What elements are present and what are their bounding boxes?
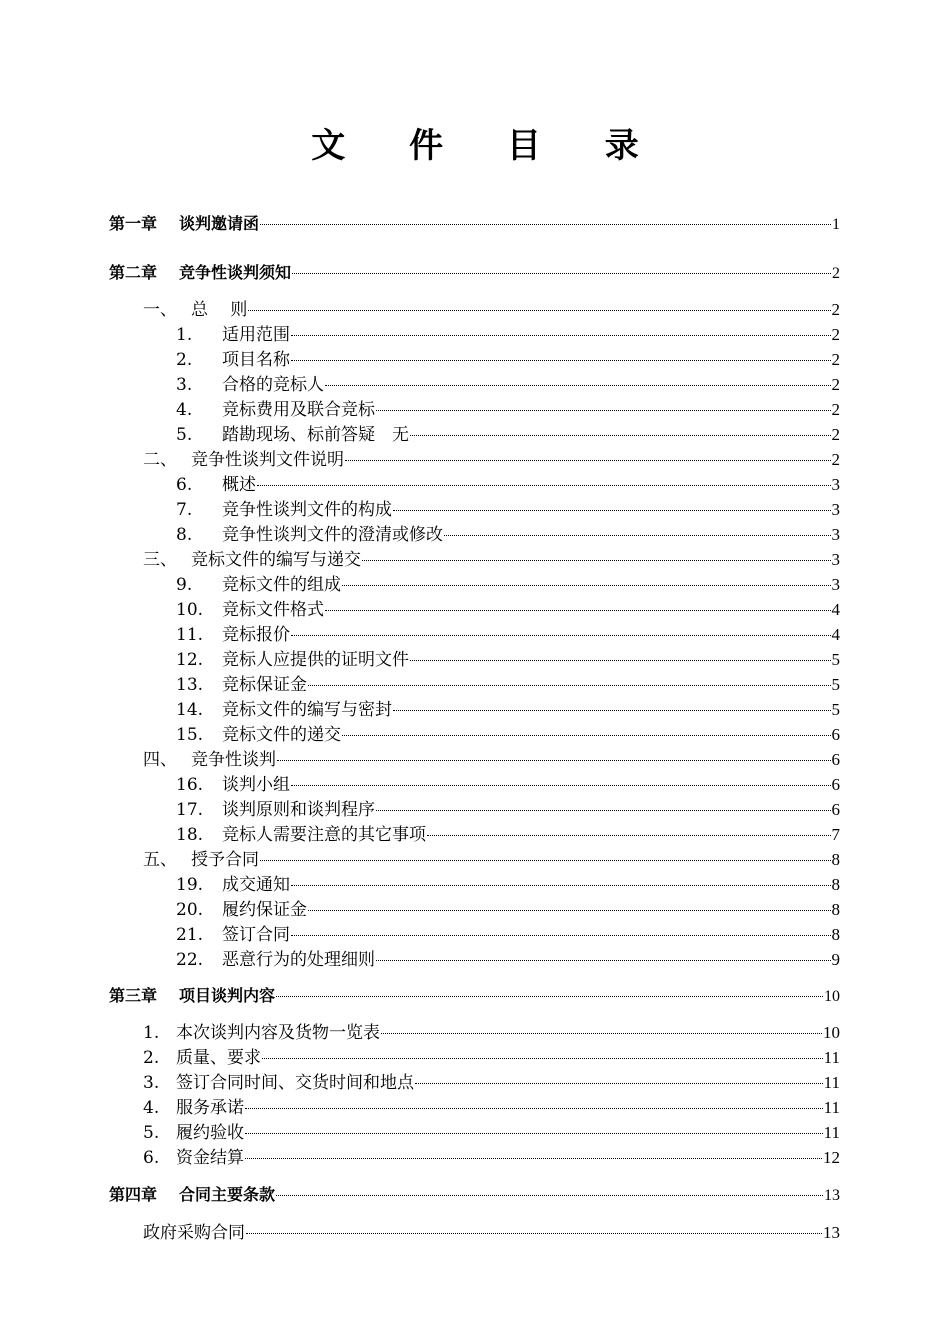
toc-entry-label: 竞标人应提供的证明文件 (222, 650, 409, 670)
toc-page-number: 8 (831, 900, 840, 919)
dot-leader (291, 634, 831, 636)
toc-page-number: 11 (823, 1123, 840, 1142)
toc-entry-number: 11. (176, 625, 204, 645)
toc-entry-number: 6. (143, 1148, 160, 1168)
toc-entry[interactable] (143, 299, 840, 321)
dot-leader (291, 884, 831, 886)
dot-leader (260, 223, 831, 225)
toc-entry-label: 竞标文件格式 (222, 600, 324, 620)
toc-entry[interactable] (176, 874, 840, 896)
toc-page-number: 3 (831, 550, 840, 569)
dot-leader (376, 959, 831, 961)
toc-page-number: 3 (831, 575, 840, 594)
toc-entry-label: 资金结算 (176, 1148, 244, 1168)
dot-leader (410, 659, 831, 661)
toc-entry-label: 竞争性谈判文件的澄清或修改 (222, 525, 443, 545)
toc-page-number: 3 (831, 525, 840, 544)
toc-entry[interactable] (143, 1097, 840, 1119)
toc-page-number: 2 (831, 375, 840, 394)
toc-page-number: 8 (831, 925, 840, 944)
toc-entry-number: 第一章 (109, 214, 158, 233)
toc-entry-label: 竞标人需要注意的其它事项 (222, 825, 426, 845)
toc-page-number: 13 (824, 1187, 840, 1204)
dot-leader (292, 272, 831, 274)
toc-entry-number: 一、 (143, 300, 177, 320)
toc-page-number: 6 (831, 775, 840, 794)
toc-entry-label: 适用范围 (222, 325, 290, 345)
dot-leader (277, 759, 831, 761)
toc-page-number: 8 (831, 850, 840, 869)
dot-leader (260, 859, 831, 861)
toc-entry-label: 竞争性谈判 (191, 750, 276, 770)
toc-entry[interactable] (176, 674, 840, 696)
toc-entry[interactable] (176, 624, 840, 646)
toc-entry-number: 13. (176, 675, 204, 695)
toc-entry-number: 6. (176, 475, 193, 495)
toc-entry-label: 服务承诺 (176, 1098, 244, 1118)
dot-leader (342, 734, 831, 736)
toc-entry-number: 17. (176, 800, 204, 820)
toc-entry-label: 竞标文件的递交 (222, 725, 341, 745)
toc-entry-number: 3. (176, 375, 193, 395)
toc-entry-label: 谈判原则和谈判程序 (222, 800, 375, 820)
toc-page-number: 11 (823, 1048, 840, 1067)
dot-leader (291, 784, 831, 786)
toc-entry-number: 18. (176, 825, 204, 845)
toc-entry-label: 竞标报价 (222, 625, 290, 645)
toc-page-number: 6 (831, 750, 840, 769)
toc-entry[interactable] (143, 1022, 840, 1044)
toc-page-number: 5 (831, 700, 840, 719)
toc-page-number: 8 (831, 875, 840, 894)
toc-entry-label: 竞标费用及联合竞标 (222, 400, 375, 420)
toc-page-number: 2 (831, 400, 840, 419)
toc-entry-label: 竞标文件的编写与密封 (222, 700, 392, 720)
toc-entry[interactable] (143, 1047, 840, 1069)
toc-entry-number: 16. (176, 775, 204, 795)
dot-leader (410, 434, 831, 436)
toc-entry-number: 1. (143, 1023, 160, 1043)
toc-entry[interactable] (143, 1122, 840, 1144)
toc-entry[interactable] (143, 1072, 840, 1094)
toc-entry[interactable] (143, 1147, 840, 1169)
toc-page-number: 1 (832, 216, 840, 233)
toc-entry-number: 5. (143, 1123, 160, 1143)
toc-entry[interactable] (143, 749, 840, 771)
toc-entry[interactable] (176, 499, 840, 521)
toc-chapter-entry[interactable] (109, 213, 840, 235)
dot-leader (381, 1032, 822, 1034)
toc-entry-label: 政府采购合同 (143, 1223, 245, 1243)
toc-entry-number: 10. (176, 600, 204, 620)
toc-entry[interactable] (176, 924, 840, 946)
toc-entry-label: 竞标文件的编写与递交 (191, 550, 361, 570)
toc-entry-label: 竞争性谈判须知 (179, 263, 292, 282)
toc-entry-label: 竞标文件的组成 (222, 575, 341, 595)
toc-entry-number: 五、 (143, 850, 177, 870)
toc-entry-label: 合同主要条款 (179, 1185, 276, 1204)
toc-entry[interactable] (176, 699, 840, 721)
toc-page-number: 2 (832, 265, 840, 282)
toc-entry-number: 5. (176, 425, 193, 445)
dot-leader (291, 334, 831, 336)
toc-chapter-entry[interactable] (109, 1184, 840, 1206)
toc-page-number: 3 (831, 500, 840, 519)
toc-page-number: 6 (831, 800, 840, 819)
toc-entry-label: 履约验收 (176, 1123, 244, 1143)
toc-entry[interactable] (143, 849, 840, 871)
toc-page-number: 7 (831, 825, 840, 844)
toc-page-number: 2 (831, 350, 840, 369)
toc-entry-label: 项目名称 (222, 350, 290, 370)
toc-entry[interactable] (176, 724, 840, 746)
dot-leader (376, 409, 831, 411)
toc-entry[interactable] (176, 574, 840, 596)
toc-entry-number: 12. (176, 650, 204, 670)
toc-page-number: 5 (831, 675, 840, 694)
toc-entry[interactable] (143, 449, 840, 471)
toc-entry-number: 第三章 (109, 986, 158, 1005)
toc-page-number: 3 (831, 475, 840, 494)
toc-entry-number: 21. (176, 925, 204, 945)
dot-leader (308, 684, 831, 686)
toc-entry-number: 22. (176, 950, 204, 970)
toc-entry-number: 第二章 (109, 263, 158, 282)
toc-entry-label: 签订合同 (222, 925, 290, 945)
toc-entry-number: 2. (143, 1048, 160, 1068)
toc-entry-label: 踏勘现场、标前答疑 无 (222, 425, 409, 445)
toc-page-number: 2 (831, 325, 840, 344)
toc-entry-label: 项目谈判内容 (179, 986, 276, 1005)
dot-leader (376, 809, 831, 811)
dot-leader (245, 1157, 822, 1159)
dot-leader (262, 1057, 823, 1059)
toc-entry-number: 三、 (143, 550, 177, 570)
dot-leader (325, 609, 831, 611)
dot-leader (291, 934, 831, 936)
toc-entry-number: 8. (176, 525, 193, 545)
toc-page-number: 9 (831, 950, 840, 969)
dot-leader (362, 559, 831, 561)
toc-entry[interactable] (176, 899, 840, 921)
toc-entry[interactable] (176, 824, 840, 846)
toc-entry[interactable] (176, 324, 840, 346)
dot-leader (276, 1194, 823, 1196)
toc-entry-label: 履约保证金 (222, 900, 307, 920)
toc-entry-number: 3. (143, 1073, 160, 1093)
toc-entry-label: 本次谈判内容及货物一览表 (176, 1023, 380, 1043)
toc-entry-number: 4. (176, 400, 193, 420)
toc-entry[interactable] (143, 1222, 840, 1244)
toc-entry-number: 4. (143, 1098, 160, 1118)
dot-leader (325, 384, 831, 386)
dot-leader (257, 484, 831, 486)
toc-entry-label: 授予合同 (191, 850, 259, 870)
toc-entry-label: 竞争性谈判文件的构成 (222, 500, 392, 520)
dot-leader (345, 459, 831, 461)
toc-entry-label: 谈判小组 (222, 775, 290, 795)
dot-leader (308, 909, 831, 911)
toc-page-number: 6 (831, 725, 840, 744)
toc-page-number: 2 (831, 300, 840, 319)
toc-entry[interactable] (176, 949, 840, 971)
toc-entry[interactable] (176, 649, 840, 671)
toc-entry-number: 9. (176, 575, 193, 595)
toc-entry-label: 合格的竞标人 (222, 375, 324, 395)
toc-entry-label: 成交通知 (222, 875, 290, 895)
dot-leader (415, 1082, 823, 1084)
toc-entry-label: 总 则 (191, 300, 248, 320)
dot-leader (291, 359, 831, 361)
toc-entry[interactable] (176, 424, 840, 446)
dot-leader (248, 309, 830, 311)
toc-entry-number: 二、 (143, 450, 177, 470)
toc-entry-label: 签订合同时间、交货时间和地点 (176, 1073, 414, 1093)
toc-page-number: 2 (831, 425, 840, 444)
toc-entry-label: 恶意行为的处理细则 (222, 950, 375, 970)
toc-entry[interactable] (176, 399, 840, 421)
toc-entry-number: 7. (176, 500, 193, 520)
toc-entry-label: 竞争性谈判文件说明 (191, 450, 344, 470)
toc-entry[interactable] (176, 374, 840, 396)
dot-leader (393, 509, 831, 511)
dot-leader (245, 1107, 823, 1109)
toc-entry[interactable] (143, 549, 840, 571)
toc-entry[interactable] (176, 349, 840, 371)
toc-entry[interactable] (176, 524, 840, 546)
page-title: 文 件 目 录 (311, 126, 665, 166)
toc-entry-number: 19. (176, 875, 204, 895)
toc-entry-number: 15. (176, 725, 204, 745)
dot-leader (393, 709, 831, 711)
dot-leader (276, 995, 823, 997)
toc-entry-number: 2. (176, 350, 193, 370)
toc-entry-number: 20. (176, 900, 204, 920)
dot-leader (427, 834, 831, 836)
toc-entry[interactable] (176, 774, 840, 796)
toc-entry-label: 质量、要求 (176, 1048, 261, 1068)
toc-page-number: 13 (823, 1223, 840, 1242)
toc-entry[interactable] (176, 599, 840, 621)
toc-entry-number: 1. (176, 325, 193, 345)
toc-page-number: 4 (831, 625, 840, 644)
dot-leader (245, 1132, 823, 1134)
toc-page-number: 4 (831, 600, 840, 619)
toc-page-number: 11 (823, 1098, 840, 1117)
toc-entry[interactable] (176, 799, 840, 821)
toc-entry-number: 第四章 (109, 1185, 158, 1204)
toc-page-number: 10 (823, 1023, 840, 1042)
toc-page-number: 11 (823, 1073, 840, 1092)
dot-leader (342, 584, 831, 586)
toc-entry-label: 概述 (222, 475, 256, 495)
toc-page-number: 2 (831, 450, 840, 469)
toc-page-number: 5 (831, 650, 840, 669)
toc-page-number: 12 (823, 1148, 840, 1167)
toc-entry-number: 四、 (143, 750, 177, 770)
toc-entry[interactable] (176, 474, 840, 496)
toc-page-number: 10 (824, 988, 840, 1005)
toc-entry-label: 竞标保证金 (222, 675, 307, 695)
dot-leader (246, 1232, 822, 1234)
toc-chapter-entry[interactable] (109, 262, 840, 284)
toc-entry-number: 14. (176, 700, 204, 720)
toc-entry-label: 谈判邀请函 (179, 214, 260, 233)
dot-leader (444, 534, 831, 536)
toc-chapter-entry[interactable] (109, 985, 840, 1007)
